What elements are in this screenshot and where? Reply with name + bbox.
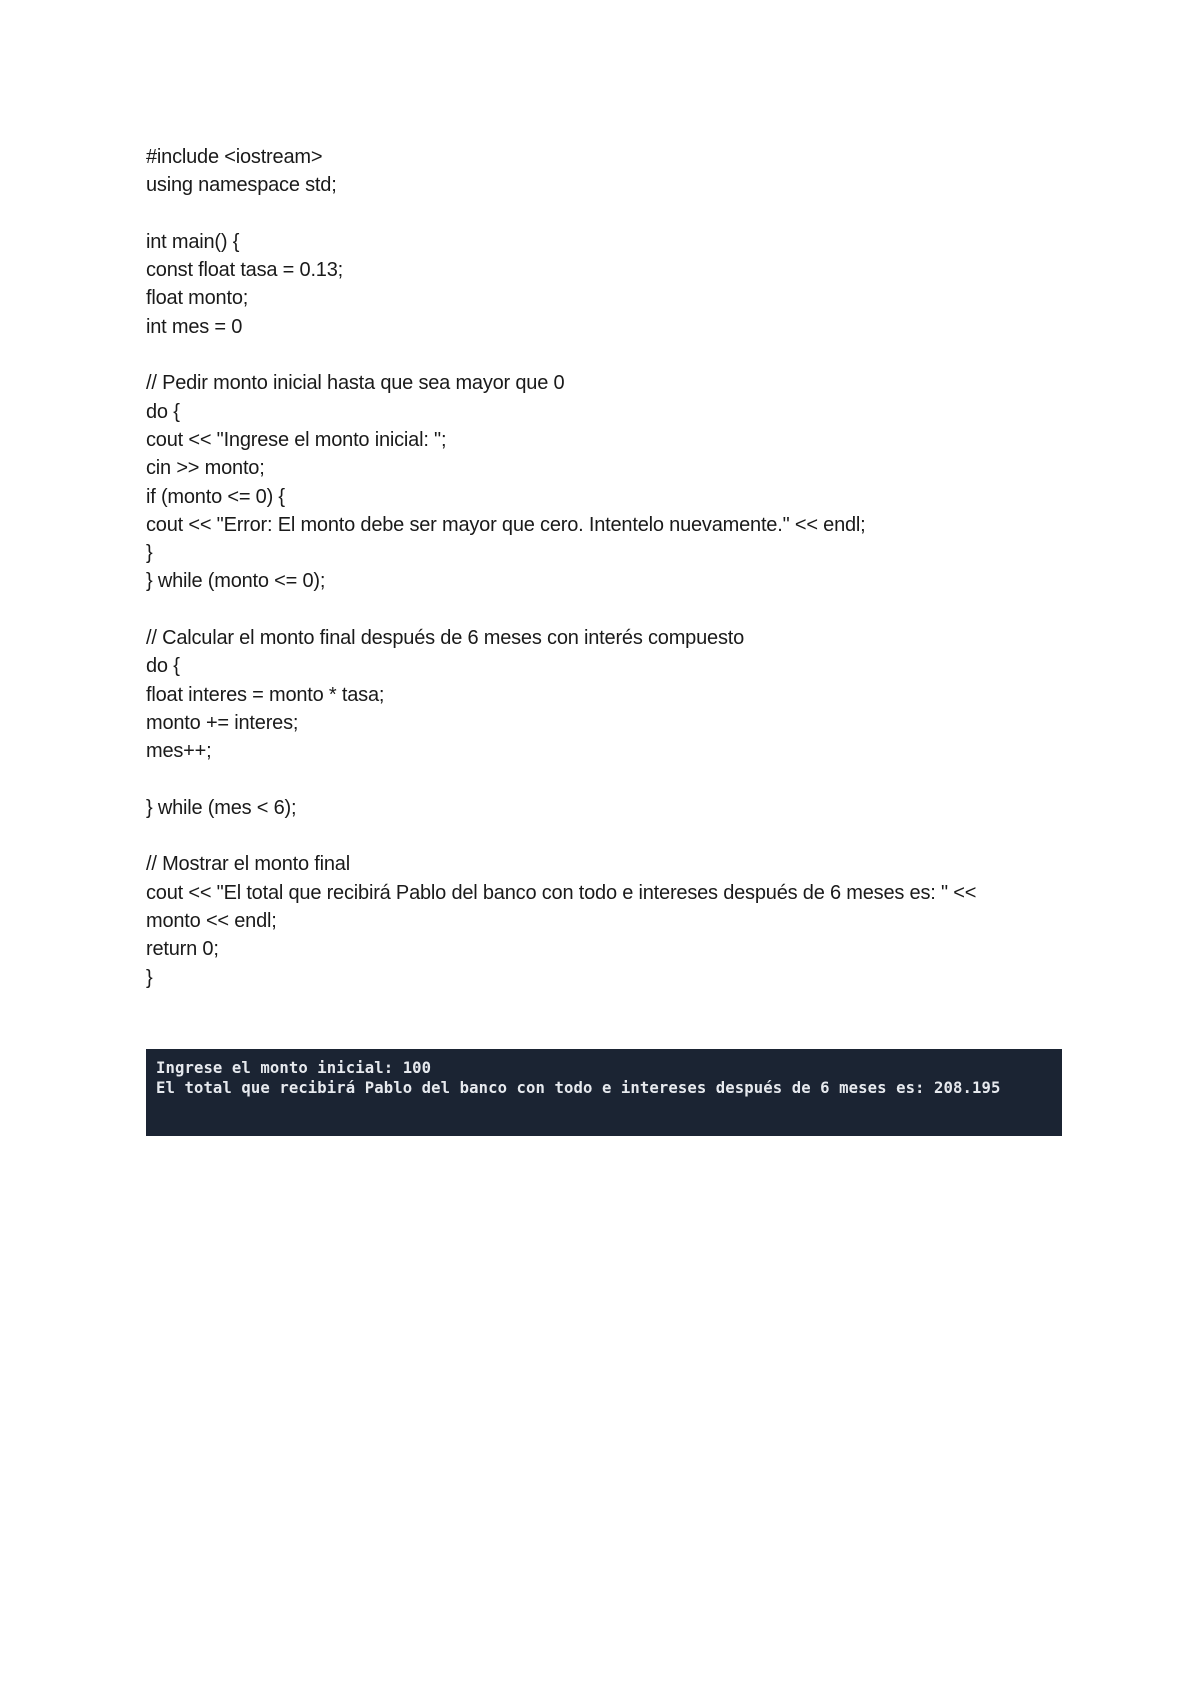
code-line: if (monto <= 0) { [146,485,285,508]
code-line: float monto; [146,287,249,310]
code-line: #include <iostream> [146,146,323,168]
code-line: do { [146,655,180,678]
code-line: const float tasa = 0.13; [146,259,343,282]
console-line-input-prompt: Ingrese el monto inicial: 100 [156,1059,432,1077]
console-output-screenshot [146,1049,1062,1136]
code-line: monto += interes; [146,711,299,734]
code-line: using namespace std; [146,174,337,197]
code-line: cout << "Error: El monto debe ser mayor que cero. Intentelo nuevamente." << endl; [146,513,866,536]
code-line [146,822,1066,850]
code-line: cin >> monto; [146,457,265,480]
code-line: } [146,542,153,565]
code-comment: // Mostrar el monto final [146,853,350,876]
code-comment: // Calcular el monto final después de 6 meses con interés compuesto [146,627,745,650]
code-line: float interes = monto * tasa; [146,683,385,706]
code-line: mes++; [146,740,212,763]
code-line: cout << "El total que recibirá Pablo del banco con todo e intereses después de 6 meses es: " << [146,881,977,904]
console-line-result: El total que recibirá Pablo del banco con todo e intereses después de 6 meses es: 208.195 [156,1079,1001,1097]
code-line: } while (monto <= 0); [146,570,326,593]
code-line: do { [146,400,180,423]
code-line [146,341,1066,369]
code-line [146,766,1066,794]
code-line: return 0; [146,938,219,961]
code-line: } while (mes < 6); [146,796,297,819]
code-line: cout << "Ingrese el monto inicial: "; [146,428,447,451]
code-line: monto << endl; [146,910,277,933]
code-line: int main() { [146,230,240,253]
code-line [146,200,1066,228]
code-line [146,596,1066,624]
code-listing [146,143,1066,992]
code-line: int mes = 0 [146,315,243,338]
code-line: } [146,966,153,989]
code-comment: // Pedir monto inicial hasta que sea mayor que 0 [146,372,565,395]
